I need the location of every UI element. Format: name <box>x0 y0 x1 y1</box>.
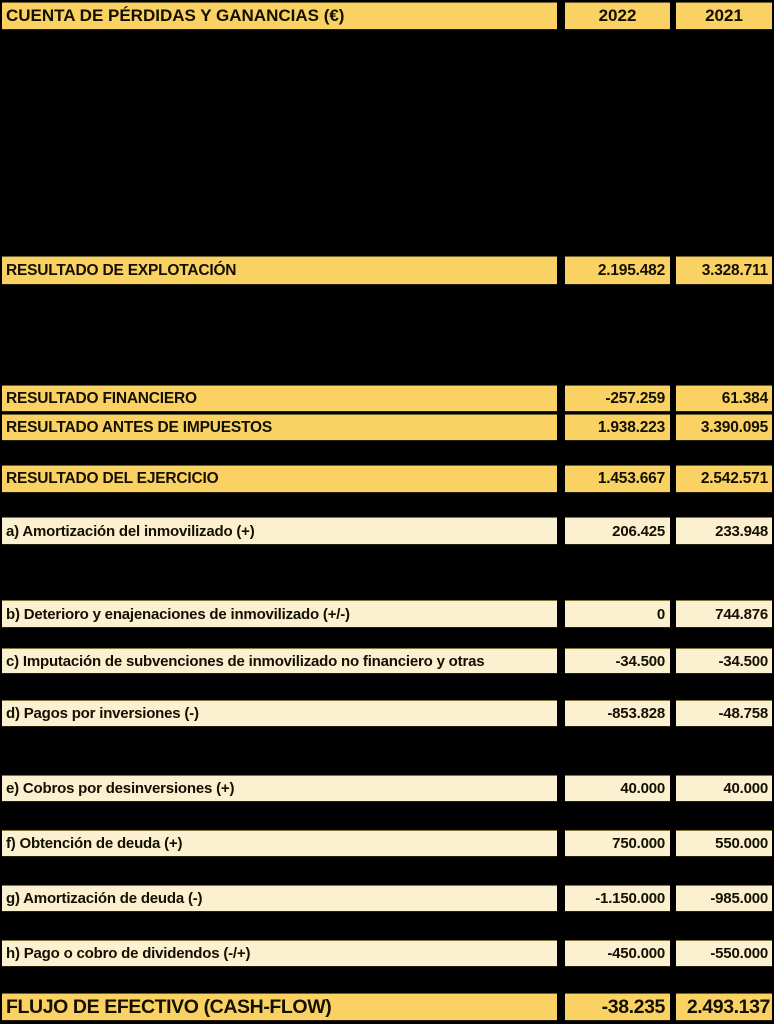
column-divider <box>557 940 565 967</box>
column-divider <box>557 700 565 727</box>
table-row-amortizacion-inmovilizado <box>2 517 772 545</box>
row-label: h) Pago o cobro de dividendos (-/+) <box>2 940 557 967</box>
row-label: RESULTADO DEL EJERCICIO <box>2 465 557 493</box>
hidden-rows-gap <box>2 441 772 465</box>
value-2021: 2.493.137 <box>676 993 772 1021</box>
value-2022: 206.425 <box>565 517 670 545</box>
hidden-rows-gap <box>2 285 772 385</box>
value-2021: -985.000 <box>676 885 772 912</box>
row-label: RESULTADO DE EXPLOTACIÓN <box>2 256 557 285</box>
column-divider <box>557 600 565 628</box>
value-2021: -48.758 <box>676 700 772 727</box>
value-2021: 3.390.095 <box>676 414 772 441</box>
table-row-cobros-desinversiones <box>2 775 772 802</box>
table-row-resultado-financiero <box>2 385 772 412</box>
value-2022: 1.453.667 <box>565 465 670 493</box>
value-2021: 233.948 <box>676 517 772 545</box>
hidden-rows-gap <box>2 628 772 648</box>
value-2021: 61.384 <box>676 385 772 412</box>
column-divider <box>557 385 565 412</box>
column-divider <box>557 414 565 441</box>
table-header-row <box>2 2 772 30</box>
table-row-imputacion-subvenciones <box>2 648 772 674</box>
row-label: c) Imputación de subvenciones de inmovilizado no financiero y otras <box>2 648 557 674</box>
column-divider <box>557 256 565 285</box>
value-2022: -450.000 <box>565 940 670 967</box>
value-2022: -34.500 <box>565 648 670 674</box>
table-row-resultado-antes-impuestos <box>2 414 772 441</box>
row-label: g) Amortización de deuda (-) <box>2 885 557 912</box>
table-row-obtencion-deuda <box>2 830 772 857</box>
value-2021: 40.000 <box>676 775 772 802</box>
row-label: FLUJO DE EFECTIVO (CASH-FLOW) <box>2 993 557 1021</box>
value-2022: -1.150.000 <box>565 885 670 912</box>
hidden-rows-gap <box>2 912 772 940</box>
column-divider <box>557 775 565 802</box>
row-label: f) Obtención de deuda (+) <box>2 830 557 857</box>
column-divider <box>557 517 565 545</box>
column-divider <box>557 465 565 493</box>
row-label: e) Cobros por desinversiones (+) <box>2 775 557 802</box>
value-2022: 750.000 <box>565 830 670 857</box>
hidden-rows-gap <box>2 493 772 517</box>
column-divider <box>557 885 565 912</box>
table-row-resultado-explotacion <box>2 256 772 285</box>
table-title: CUENTA DE PÉRDIDAS Y GANANCIAS (€) <box>2 2 557 30</box>
value-2022: 2.195.482 <box>565 256 670 285</box>
value-2022: -853.828 <box>565 700 670 727</box>
value-2022: -257.259 <box>565 385 670 412</box>
value-2021: 744.876 <box>676 600 772 628</box>
row-label: d) Pagos por inversiones (-) <box>2 700 557 727</box>
row-label: RESULTADO FINANCIERO <box>2 385 557 412</box>
hidden-rows-gap <box>2 802 772 830</box>
hidden-rows-gap <box>2 30 772 256</box>
table-row-amortizacion-deuda <box>2 885 772 912</box>
value-2021: -34.500 <box>676 648 772 674</box>
column-header-2022: 2022 <box>565 2 670 30</box>
hidden-rows-gap <box>2 727 772 775</box>
hidden-rows-gap <box>2 967 772 993</box>
hidden-rows-gap <box>2 545 772 600</box>
value-2022: 40.000 <box>565 775 670 802</box>
value-2021: 2.542.571 <box>676 465 772 493</box>
column-divider <box>557 648 565 674</box>
column-header-2021: 2021 <box>676 2 772 30</box>
value-2021: -550.000 <box>676 940 772 967</box>
value-2022: -38.235 <box>565 993 670 1021</box>
row-label: a) Amortización del inmovilizado (+) <box>2 517 557 545</box>
value-2022: 0 <box>565 600 670 628</box>
table-row-dividendos <box>2 940 772 967</box>
table-row-resultado-ejercicio <box>2 465 772 493</box>
hidden-rows-gap <box>2 857 772 885</box>
row-label: RESULTADO ANTES DE IMPUESTOS <box>2 414 557 441</box>
value-2021: 550.000 <box>676 830 772 857</box>
table-row-deterioro-enajenaciones <box>2 600 772 628</box>
column-divider <box>557 993 565 1021</box>
column-divider <box>557 830 565 857</box>
value-2022: 1.938.223 <box>565 414 670 441</box>
value-2021: 3.328.711 <box>676 256 772 285</box>
column-divider <box>557 2 565 30</box>
row-label: b) Deterioro y enajenaciones de inmovilizado (+/-) <box>2 600 557 628</box>
hidden-rows-gap <box>2 674 772 700</box>
table-row-pagos-inversiones <box>2 700 772 727</box>
table-row-cash-flow <box>2 993 772 1021</box>
